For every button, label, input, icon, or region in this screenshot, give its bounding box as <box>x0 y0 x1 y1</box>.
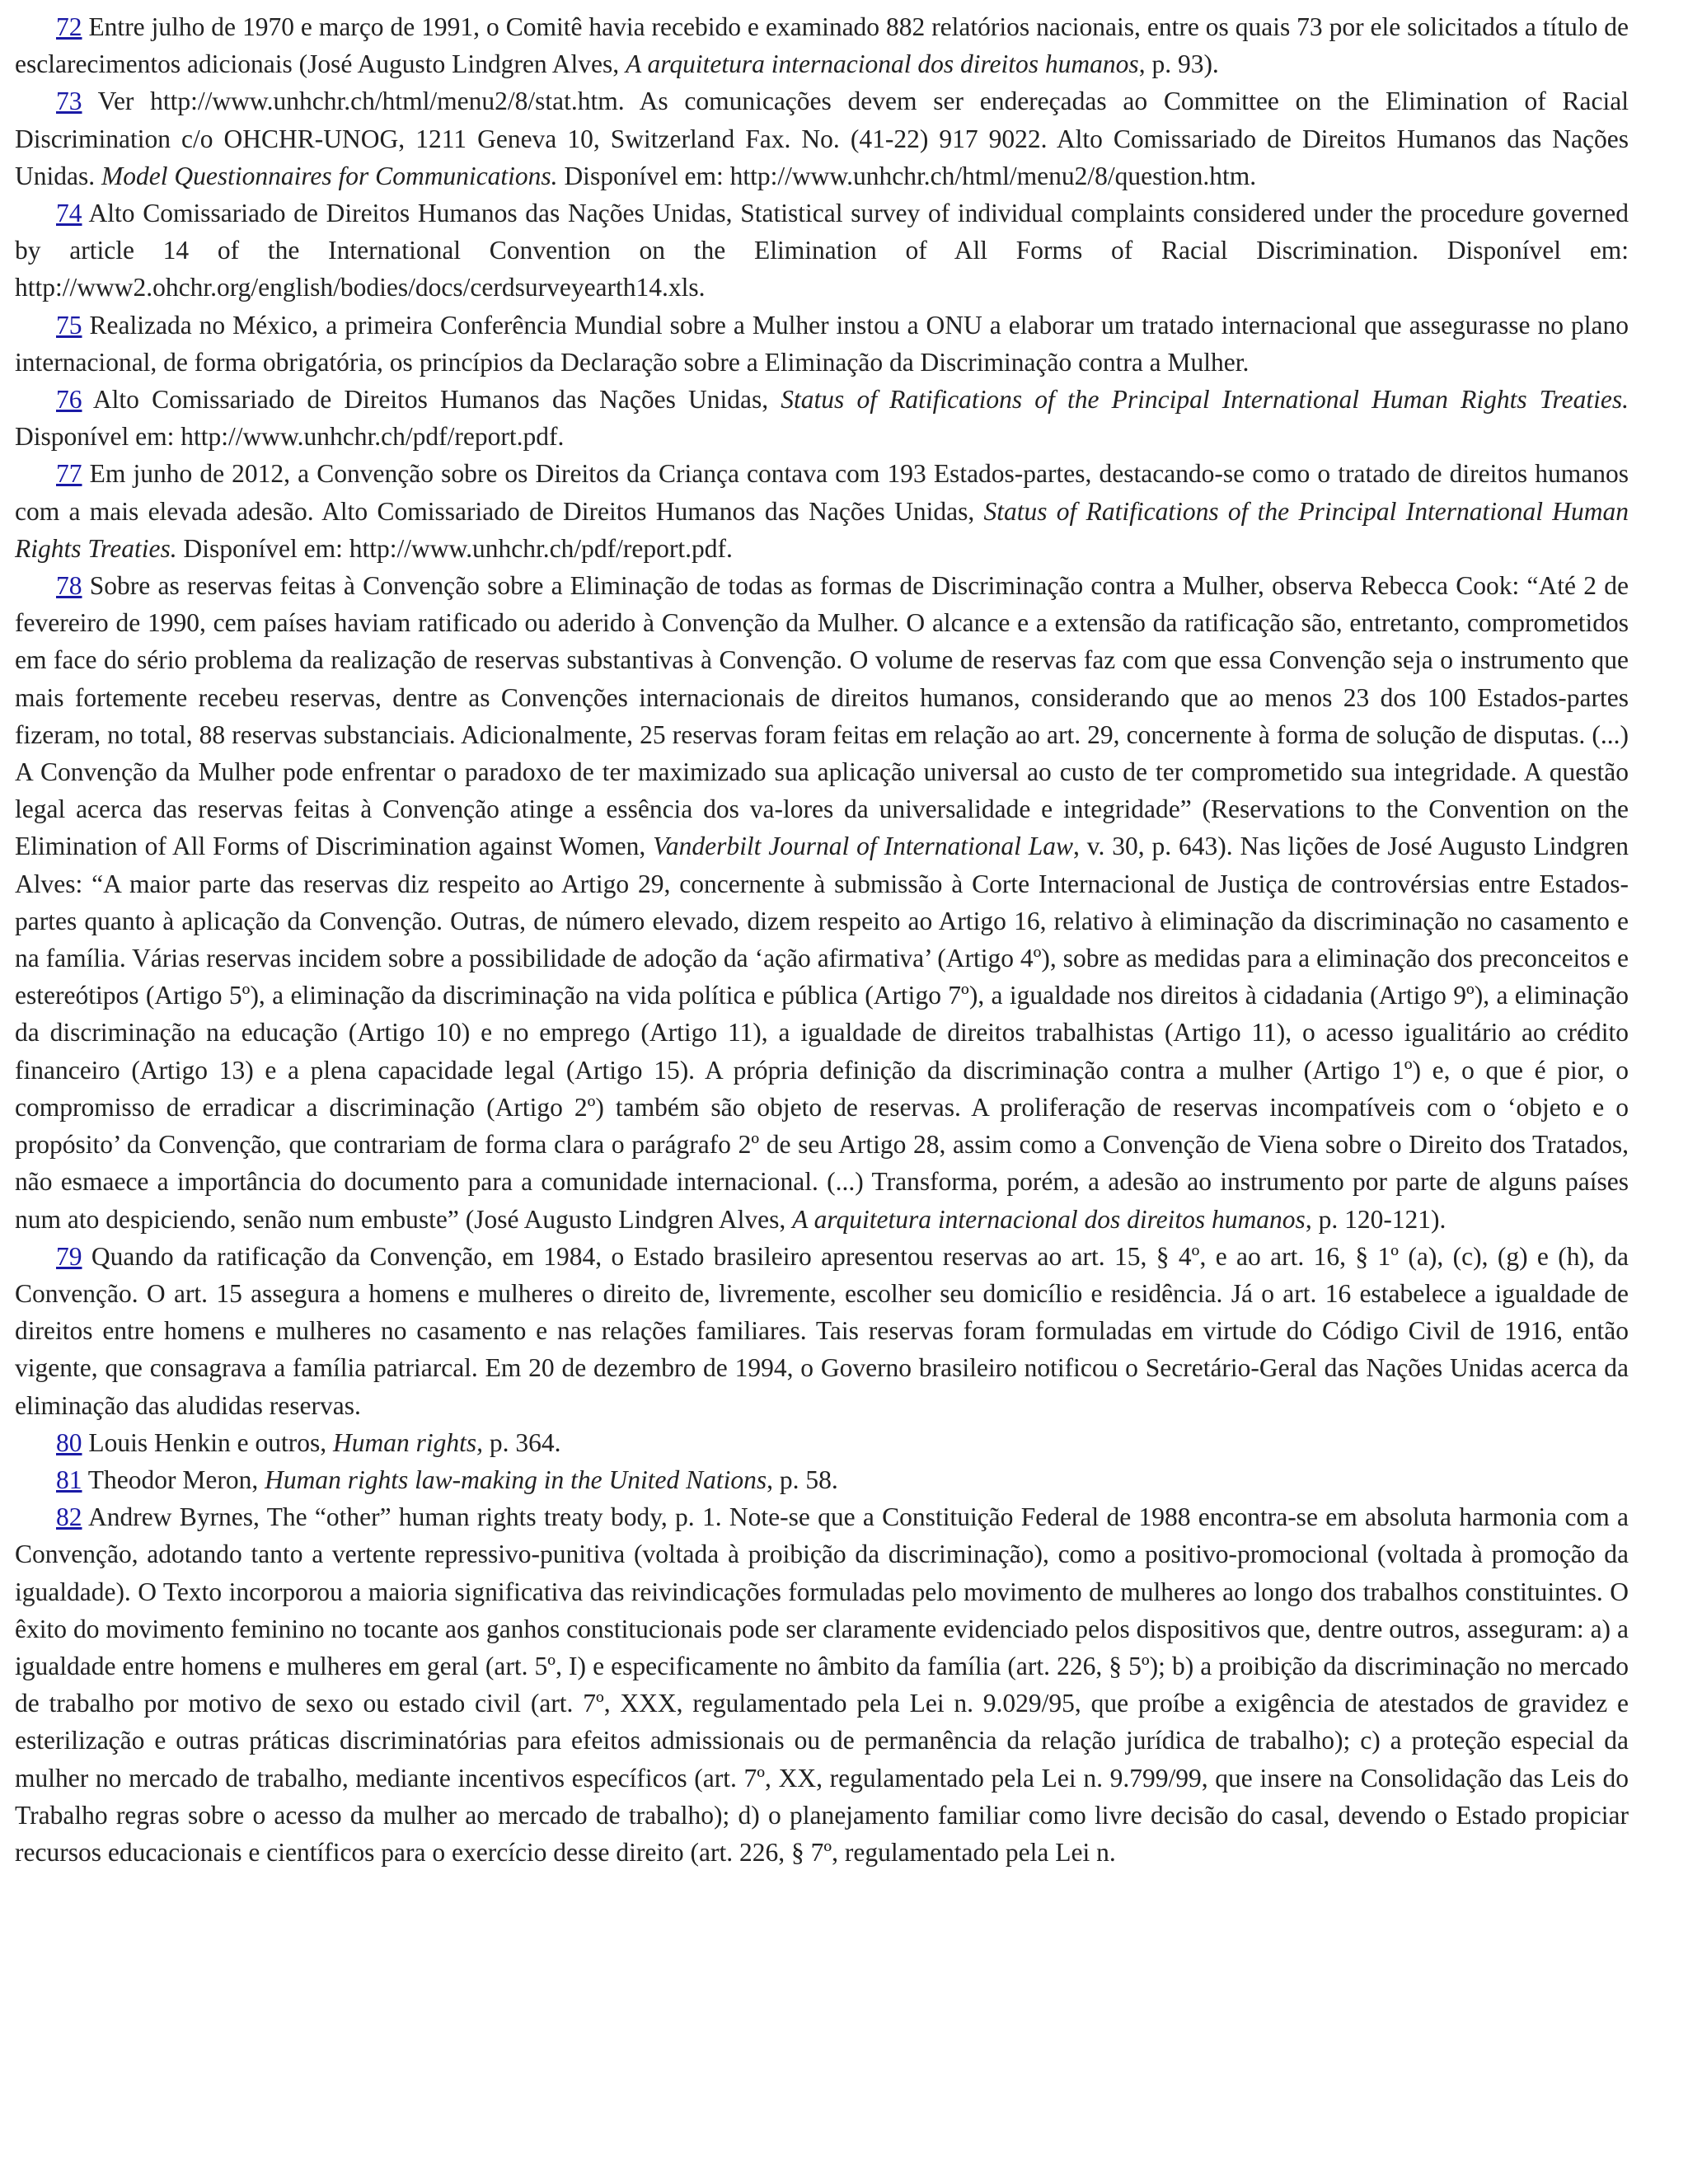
footnote-79 <box>15 1238 1629 1424</box>
footnote-italic-text: A arquitetura internacional dos direitos humanos <box>625 49 1139 79</box>
footnote-80 <box>15 1424 1629 1461</box>
footnote-text: Entre julho de 1970 e março de 1991, o Comitê havia recebido e examinado 882 relatórios nacionais, entre os quais 73 por ele solicitados a título de esclarecimentos adicionais (José Augusto Lindgren Alves, <box>15 12 1629 79</box>
footnote-text: Realizada no México, a primeira Conferência Mundial sobre a Mulher instou a ONU a elaborar um tratado internacional que assegurasse no plano internacional, de forma obrigatória, os princípios da Declaração sobre a Eliminação da Discriminação contra a Mulher. <box>15 310 1629 377</box>
footnote-text: , p. 58. <box>767 1465 838 1494</box>
footnote-text: Louis Henkin e outros, <box>82 1427 333 1457</box>
footnote-81 <box>15 1461 1629 1498</box>
footnote-ref-link[interactable]: 72 <box>56 12 82 41</box>
footnote-ref-link[interactable]: 80 <box>56 1427 82 1457</box>
footnote-text: , p. 120-121). <box>1305 1204 1447 1234</box>
footnote-75 <box>15 307 1629 381</box>
footnote-76 <box>15 381 1629 455</box>
footnote-text: Alto Comissariado de Direitos Humanos das Nações Unidas, <box>82 385 781 415</box>
footnote-ref-link[interactable]: 75 <box>56 310 82 340</box>
footnote-text: , v. 30, p. 643). Nas lições de José Augusto Lindgren Alves: “A maior parte das reservas diz respeito ao Artigo 29, concernente à submissão à Corte Internacional de Justiça de controvérsias entre Estados-partes quanto à aplicação da Convenção. Outras, de número elevado, dizem respeito ao Artigo 16, relativo à eliminação da discriminação no casamento e na família. Várias reservas incidem sobre a possibilidade de adoção da ‘ação afirmativa’ (Artigo 4º), sobre as medidas para a eliminação dos preconceitos e estereótipos (Artigo 5º), a eliminação da discriminação na vida política e pública (Artigo 7º), a igualdade nos direitos à cidadania (Artigo 9º), a eliminação da discriminação na educação (Artigo 10) e no emprego (Artigo 11), a igualdade de direitos trabalhistas (Artigo 11), o acesso igualitário ao crédito financeiro (Artigo 13) e a plena capacidade legal (Artigo 15). A própria definição da discriminação contra a mulher (Artigo 1º) e, o que é pior, o compromisso de erradicar a discriminação (Artigo 2º) também são objeto de reservas. A proliferação de reservas incompatíveis com o ‘objeto e o propósito’ da Convenção, que contrariam de forma clara o parágrafo 2º de seu Artigo 28, assim como a Convenção de Viena sobre o Direito dos Tratados, não esmaece a importância do documento para a comunidade internacional. (...) Transforma, porém, a adesão ao instrumento por parte de alguns países num ato despiciendo, senão num embuste” (José Augusto Lindgren Alves, <box>15 832 1629 1234</box>
footnote-italic-text: Status of Ratifications of the Principal International Human Rights Treaties. <box>781 385 1629 415</box>
footnote-82 <box>15 1498 1629 1871</box>
footnote-ref-link[interactable]: 73 <box>56 87 82 116</box>
footnote-77 <box>15 455 1629 567</box>
footnote-text: Disponível em: http://www.unhchr.ch/pdf/report.pdf. <box>176 533 733 563</box>
footnote-78 <box>15 567 1629 1238</box>
footnote-text: Alto Comissariado de Direitos Humanos das Nações Unidas, Statistical survey of individual complaints considered under the procedure governed by article 14 of the International Convention on the Elimination of All Forms of Racial Discrimination. Disponível em: http://www2.ohchr.org/english/bodies/docs/cerdsurveyearth14.xls. <box>15 199 1629 302</box>
footnote-text: Andrew Byrnes, The “other” human rights treaty body, p. 1. Note-se que a Constituição Federal de 1988 encontra-se em absoluta harmonia com a Convenção, adotando tanto a vertente repressivo-punitiva (voltada à proibição da discriminação), como a positivo-promocional (voltada à promoção da igualdade). O Texto incorporou a maioria significativa das reivindicações formuladas pelo movimento de mulheres ao longo dos trabalhos constituintes. O êxito do movimento feminino no tocante aos ganhos constitucionais pode ser claramente evidenciado pelos dispositivos que, dentre outros, asseguram: a) a igualdade entre homens e mulheres em geral (art. 5º, I) e especificamente no âmbito da família (art. 226, § 5º); b) a proibição da discriminação no mercado de trabalho por motivo de sexo ou estado civil (art. 7º, XXX, regulamentado pela Lei n. 9.029/95, que proíbe a exigência de atestados de gravidez e esterilização e outras práticas discriminatórias para efeitos admissionais ou de permanência da relação jurídica de trabalho); c) a proteção especial da mulher no mercado de trabalho, mediante incentivos específicos (art. 7º, XX, regulamentado pela Lei n. 9.799/99, que insere na Consolidação das Leis do Trabalho regras sobre o acesso da mulher ao mercado de trabalho); d) o planejamento familiar como livre decisão do casal, devendo o Estado propiciar recursos educacionais e científicos para o exercício desse direito (art. 226, § 7º, regulamentado pela Lei n. <box>15 1502 1629 1867</box>
footnote-text: Quando da ratificação da Convenção, em 1984, o Estado brasileiro apresentou reservas ao art. 15, § 4º, e ao art. 16, § 1º (a), (c), (g) e (h), da Convenção. O art. 15 assegura a homens e mulheres o direito de, livremente, escolher seu domicílio e residência. Já o art. 16 estabelece a igualdade de direitos entre homens e mulheres no casamento e nas relações familiares. Tais reservas foram formuladas em virtude do Código Civil de 1916, então vigente, que consagrava a família patriarcal. Em 20 de dezembro de 1994, o Governo brasileiro notificou o Secretário-Geral das Nações Unidas acerca da eliminação das aludidas reservas. <box>15 1241 1629 1420</box>
footnote-text: Theodor Meron, <box>82 1465 265 1494</box>
footnote-text: Sobre as reservas feitas à Convenção sobre a Eliminação de todas as formas de Discriminação contra a Mulher, observa Rebecca Cook: “Até 2 de fevereiro de 1990, cem países haviam ratificado ou aderido à Convenção da Mulher. O alcance e a extensão da ratificação são, entretanto, comprometidos em face do sério problema da realização de reservas substantivas à Convenção. O volume de reservas faz com que essa Convenção seja o instrumento que mais fortemente recebeu reservas, dentre as Convenções internacionais de direitos humanos, considerando que ao menos 23 dos 100 Estados-partes fizeram, no total, 88 reservas substanciais. Adicionalmente, 25 reservas foram feitas em relação ao art. 29, concernente à forma de solução de disputas. (...) A Convenção da Mulher pode enfrentar o paradoxo de ter maximizado sua aplicação universal ao custo de ter comprometido sua integridade. A questão legal acerca das reservas feitas à Convenção atinge a essência dos va-lores da universalidade e integridade” (Reservations to the Convention on the Elimination of All Forms of Discrimination against Women, <box>15 571 1629 861</box>
footnote-text: Ver http://www.unhchr.ch/html/menu2/8/stat.htm. As comunicações devem ser endereçadas ao Committee on the Elimination of Racial Discrimination c/o OHCHR-UNOG, 1211 Geneva 10, Switzerland Fax. No. (41-22) 917 9022. Alto Comissariado de Direitos Humanos das Nações Unidas. <box>15 87 1629 190</box>
footnote-italic-text: Human rights law-making in the United Nations <box>265 1465 767 1494</box>
footnote-ref-link[interactable]: 82 <box>56 1502 82 1532</box>
footnote-italic-text: Vanderbilt Journal of International Law <box>653 832 1073 861</box>
footnote-italic-text: Human rights, <box>332 1427 483 1457</box>
footnote-ref-link[interactable]: 79 <box>56 1241 82 1271</box>
footnote-italic-text: Model Questionnaires for Communications. <box>101 161 558 190</box>
footnote-text: Em junho de 2012, a Convenção sobre os Direitos da Criança contava com 193 Estados-partes, destacando-se como o tratado de direitos humanos com a mais elevada adesão. Alto Comissariado de Direitos Humanos das Nações Unidas, <box>15 459 1629 526</box>
footnote-italic-text: A arquitetura internacional dos direitos humanos <box>792 1204 1306 1234</box>
footnote-73 <box>15 82 1629 194</box>
footnote-ref-link[interactable]: 74 <box>56 199 82 228</box>
footnote-italic-text: Status of Ratifications of the Principal International Human Rights Treaties. <box>15 496 1629 563</box>
footnote-72 <box>15 8 1629 82</box>
footnote-text: Disponível em: http://www.unhchr.ch/pdf/report.pdf. <box>15 422 565 452</box>
footnote-ref-link[interactable]: 77 <box>56 459 82 489</box>
footnote-text: p. 364. <box>483 1427 561 1457</box>
footnote-ref-link[interactable]: 81 <box>56 1465 82 1494</box>
footnote-74 <box>15 194 1629 307</box>
footnote-text: Disponível em: http://www.unhchr.ch/html/menu2/8/question.htm. <box>557 161 1257 190</box>
footnote-ref-link[interactable]: 78 <box>56 571 82 601</box>
footnote-text: , p. 93). <box>1138 49 1219 79</box>
footnote-ref-link[interactable]: 76 <box>56 385 82 415</box>
